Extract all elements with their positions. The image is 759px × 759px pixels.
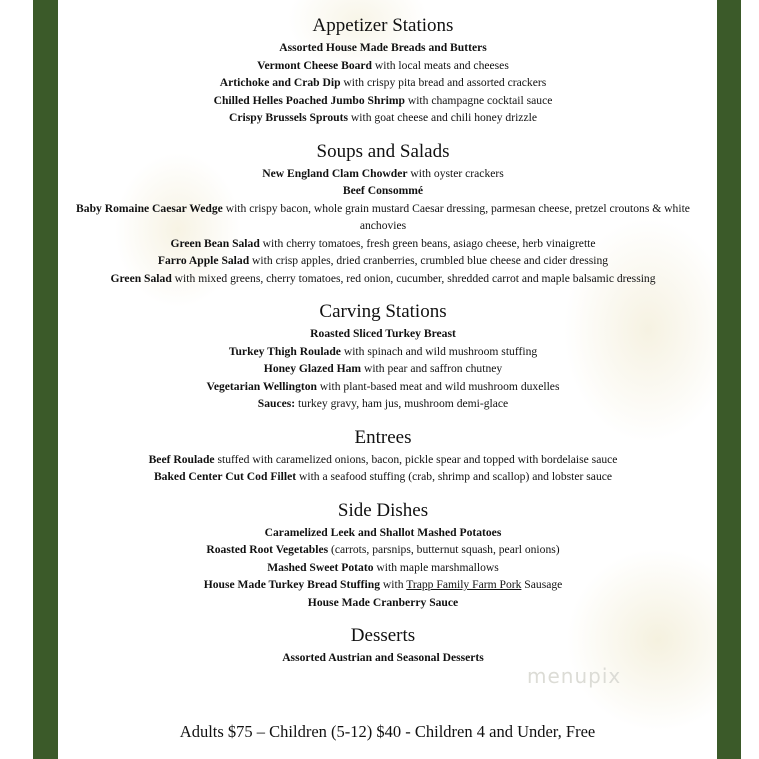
- menu-item: [63, 343, 703, 361]
- item-description: with champagne cocktail sauce: [404, 93, 553, 107]
- item-description: turkey gravy, ham jus, mushroom demi-glace: [295, 397, 509, 410]
- section-title: Appetizer Stations: [312, 15, 454, 36]
- section-title: Side Dishes: [337, 499, 429, 521]
- item-name: Baked Center Cut Cod Fillet: [153, 470, 297, 483]
- menu-item: [63, 378, 703, 396]
- left-green-border: [33, 0, 58, 759]
- item-description-end: Sausage: [521, 578, 563, 591]
- menu-item: [63, 252, 703, 270]
- menu-item: [63, 57, 703, 75]
- item-name: Baby Romaine Caesar Wedge: [76, 201, 223, 215]
- menu-item: [63, 559, 703, 577]
- price-line: Adults $75 – Children (5-12) $40 - Children 4 and Under, Free: [179, 722, 596, 741]
- item-description: with oyster crackers: [407, 166, 504, 180]
- item-description: with cherry tomatoes, fresh green beans, asiago cheese, herb vinaigrette: [259, 236, 596, 250]
- farm-link[interactable]: Trapp Family Farm Pork: [406, 578, 522, 591]
- item-description: with crispy bacon, whole grain mustard Caesar dressing, parmesan cheese, pretzel croutons & white anchovies: [222, 201, 690, 232]
- menu-content: [63, 13, 703, 667]
- item-description: with a seafood stuffing (crab, shrimp and scallop) and lobster sauce: [296, 470, 613, 483]
- item-name: Beef Roulade: [148, 452, 215, 466]
- menu-item: [63, 395, 703, 413]
- item-description: with pear and saffron chutney: [361, 362, 503, 375]
- item-name: House Made Turkey Bread Stuffing: [203, 578, 380, 591]
- menu-item: [63, 39, 703, 57]
- item-name: Roasted Sliced Turkey Breast: [310, 327, 456, 340]
- menu-item: [63, 541, 703, 559]
- item-name: Green Bean Salad: [170, 236, 260, 250]
- menu-item: [63, 200, 703, 235]
- menu-item: [63, 109, 703, 127]
- item-description: with mixed greens, cherry tomatoes, red onion, cucumber, shredded carrot and maple balsamic dressing: [171, 271, 656, 285]
- item-name: Assorted Austrian and Seasonal Desserts: [282, 651, 484, 664]
- menu-item: [63, 182, 703, 200]
- item-description: with goat cheese and chili honey drizzle: [348, 111, 537, 124]
- item-name: Crispy Brussels Sprouts: [229, 111, 348, 124]
- item-description: with crisp apples, dried cranberries, crumbled blue cheese and cider dressing: [249, 254, 609, 267]
- menu-item: [63, 325, 703, 343]
- menu-item: [63, 270, 703, 288]
- item-name: Vermont Cheese Board: [257, 58, 373, 72]
- item-description: with local meats and cheeses: [372, 58, 509, 72]
- section-title: Entrees: [354, 426, 412, 448]
- item-name: Beef Consommé: [342, 184, 424, 197]
- menu-item: [63, 468, 703, 486]
- item-name: Green Salad: [110, 271, 172, 285]
- menu-item: [63, 235, 703, 253]
- item-description: with plant-based meat and wild mushroom duxelles: [317, 379, 560, 393]
- item-description: with: [380, 578, 407, 591]
- menu-item: [63, 594, 703, 612]
- item-name: Vegetarian Wellington: [206, 379, 317, 393]
- item-name: Farro Apple Salad: [157, 254, 250, 267]
- menu-item: [63, 360, 703, 378]
- section-title: Carving Stations: [319, 301, 447, 322]
- watermark: menupix: [527, 664, 622, 688]
- item-name: New England Clam Chowder: [262, 166, 408, 180]
- menu-item: [63, 165, 703, 183]
- section-title: Desserts: [350, 625, 416, 646]
- item-description: stuffed with caramelized onions, bacon, pickle spear and topped with bordelaise sauce: [214, 452, 618, 466]
- item-name: Assorted House Made Breads and Butters: [279, 41, 487, 54]
- item-name: Chilled Helles Poached Jumbo Shrimp: [213, 93, 405, 107]
- item-description: (carrots, parsnips, butternut squash, pearl onions): [328, 543, 560, 556]
- menu-item: [63, 576, 703, 594]
- item-name: Mashed Sweet Potato: [267, 560, 374, 574]
- item-description: with spinach and wild mushroom stuffing: [340, 344, 538, 358]
- item-name: Turkey Thigh Roulade: [228, 344, 341, 358]
- item-name: House Made Cranberry Sauce: [307, 595, 459, 609]
- menu-item: [63, 524, 703, 542]
- item-description: with crispy pita bread and assorted crackers: [340, 76, 547, 89]
- item-description: with maple marshmallows: [373, 560, 499, 574]
- menu-item: [63, 92, 703, 110]
- item-name: Honey Glazed Ham: [263, 362, 362, 375]
- menu-item: [63, 74, 703, 92]
- item-name: Roasted Root Vegetables: [206, 543, 329, 556]
- section-title: Soups and Salads: [316, 140, 450, 162]
- menu-item: [63, 451, 703, 469]
- item-name: Sauces:: [257, 397, 296, 410]
- item-name: Caramelized Leek and Shallot Mashed Potatoes: [264, 525, 502, 539]
- right-green-border: [717, 0, 741, 759]
- item-name: Artichoke and Crab Dip: [219, 76, 341, 89]
